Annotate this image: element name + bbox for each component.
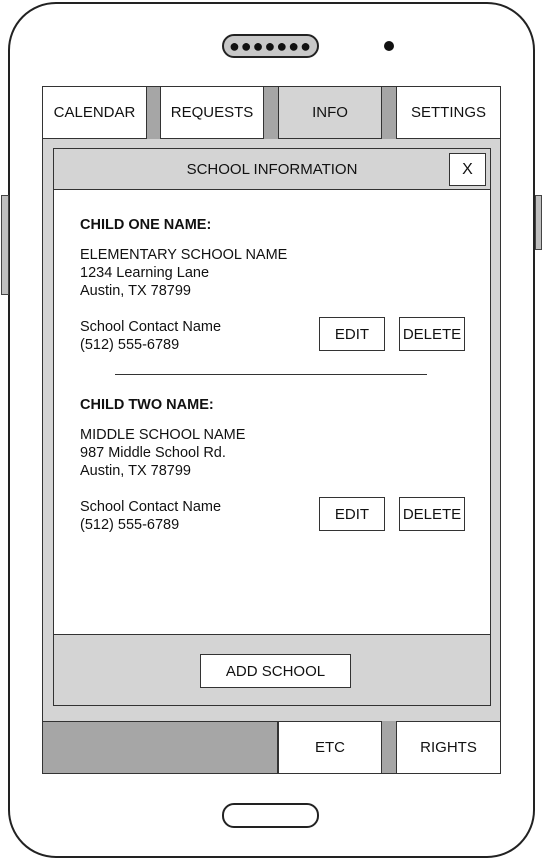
school-one-contact: School Contact Name <box>80 319 222 335</box>
edit-label: EDIT <box>334 325 370 343</box>
divider <box>115 374 427 375</box>
close-icon: X <box>462 160 473 178</box>
camera-icon <box>384 41 394 51</box>
tab-calendar-label: CALENDAR <box>53 104 136 121</box>
dialog-header <box>53 148 491 190</box>
tab-requests[interactable] <box>160 86 264 139</box>
edit-label: EDIT <box>334 505 370 523</box>
school-two-city: Austin, TX 78799 <box>80 463 191 479</box>
school-two-phone: (512) 555-6789 <box>80 517 180 533</box>
tab-calendar[interactable] <box>42 86 147 139</box>
speaker-dots: ●●●●●●● <box>228 36 313 56</box>
school-one-city: Austin, TX 78799 <box>80 283 191 299</box>
tab-info-label: INFO <box>312 104 348 121</box>
school-two-name: MIDDLE SCHOOL NAME <box>80 427 246 443</box>
delete-button-school-two[interactable] <box>399 497 465 531</box>
delete-button-school-one[interactable] <box>399 317 465 351</box>
child-two-name: CHILD TWO NAME: <box>80 397 214 413</box>
volume-button <box>1 195 9 295</box>
dialog-title: SCHOOL INFORMATION <box>186 160 358 178</box>
home-button[interactable] <box>222 803 319 828</box>
edit-button-school-two[interactable] <box>319 497 385 531</box>
tab-info[interactable] <box>278 86 382 139</box>
edit-button-school-one[interactable] <box>319 317 385 351</box>
tab-rights-label: RIGHTS <box>420 739 477 756</box>
tab-settings[interactable] <box>396 86 501 139</box>
school-one-street: 1234 Learning Lane <box>80 265 210 281</box>
speaker-grille <box>222 34 319 58</box>
tab-etc-label: ETC <box>315 739 345 756</box>
bottom-tab-placeholder <box>42 721 278 774</box>
tab-rights[interactable] <box>396 721 501 774</box>
school-two-contact: School Contact Name <box>80 499 222 515</box>
tab-etc[interactable] <box>278 721 382 774</box>
add-school-button[interactable] <box>200 654 351 688</box>
delete-label: DELETE <box>402 505 462 523</box>
add-school-label: ADD SCHOOL <box>225 662 326 680</box>
tab-settings-label: SETTINGS <box>410 104 486 121</box>
tab-requests-label: REQUESTS <box>170 104 254 121</box>
school-two-street: 987 Middle School Rd. <box>80 445 226 461</box>
close-button[interactable] <box>449 153 486 186</box>
school-one-name: ELEMENTARY SCHOOL NAME <box>80 247 288 263</box>
power-button <box>535 195 542 250</box>
child-one-name: CHILD ONE NAME: <box>80 217 212 233</box>
delete-label: DELETE <box>402 325 462 343</box>
school-one-phone: (512) 555-6789 <box>80 337 180 353</box>
